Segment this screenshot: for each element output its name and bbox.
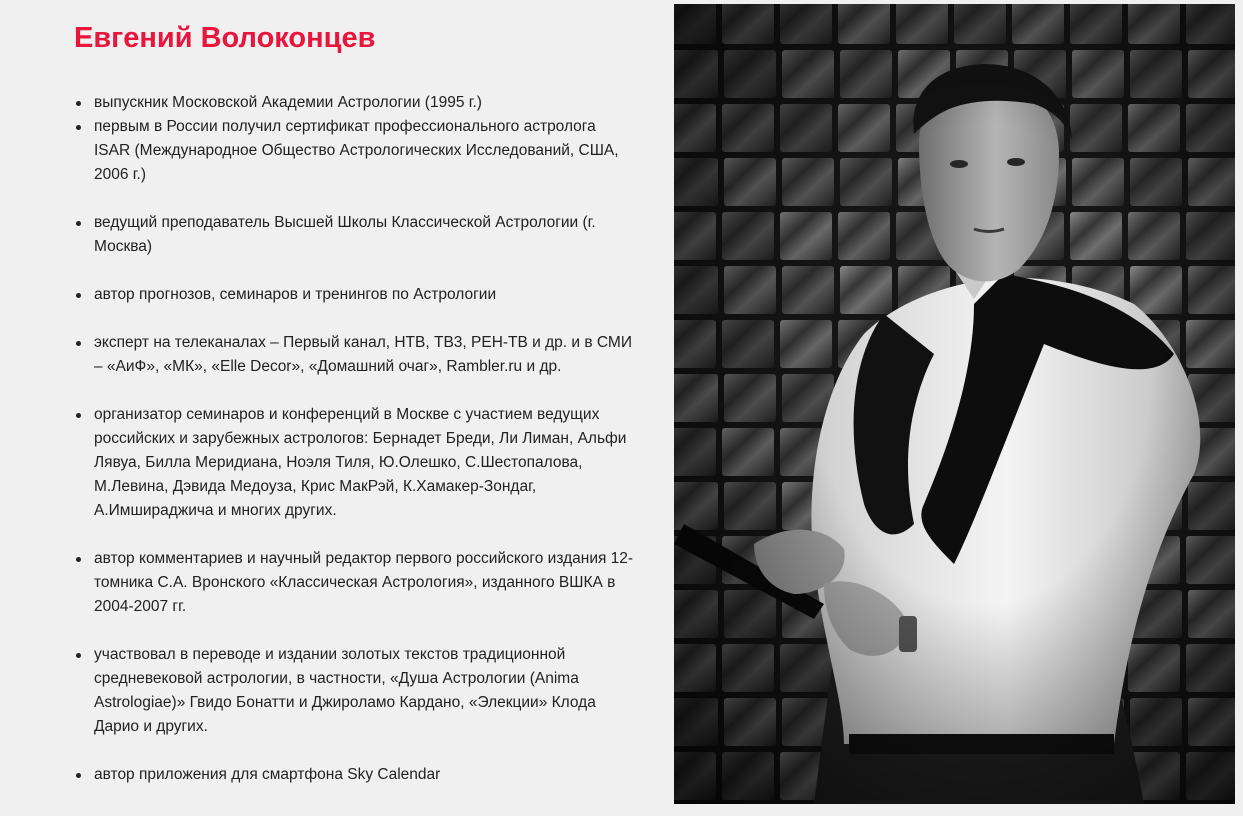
portrait-photo (674, 4, 1235, 804)
list-item (74, 211, 634, 259)
list-item-text: выпускник Московской Академии Астрологии (1995 г.) (94, 94, 482, 111)
bio-section (74, 18, 634, 787)
list-item-text: первым в России получил сертификат профессионального астролога ISAR (Международное Общество Астрологических Исследований, США, 2006 г.) (94, 118, 619, 183)
bullet-icon (76, 221, 81, 226)
portrait-illustration (674, 4, 1235, 804)
list-item (74, 331, 634, 379)
bullet-icon (76, 653, 81, 658)
list-item-text: автор комментариев и научный редактор первого российского издания 12-томника С.А. Вронского «Классическая Астрология», изданного ВШКА в 2004-2007 гг. (94, 550, 634, 615)
bullet-icon (76, 773, 81, 778)
bullet-icon (76, 557, 81, 562)
list-item (74, 403, 634, 523)
list-item-text: ведущий преподаватель Высшей Школы Классической Астрологии (г. Москва) (94, 214, 596, 255)
list-item (74, 547, 634, 619)
list-item (74, 115, 634, 187)
bullet-icon (76, 341, 81, 346)
list-item-text: эксперт на телеканалах – Первый канал, НТВ, ТВ3, РЕН-ТВ и др. и в СМИ – «АиФ», «МК», «Elle Decor», «Домашний очаг», Rambler.ru и др. (94, 334, 632, 375)
list-item (74, 283, 634, 307)
list-item-text: автор приложения для смартфона Sky Calendar (94, 766, 441, 783)
bullet-icon (76, 413, 81, 418)
list-item-text: автор прогнозов, семинаров и тренингов по Астрологии (94, 286, 497, 303)
list-item (74, 643, 634, 739)
bio-list (74, 91, 634, 787)
bullet-icon (76, 293, 81, 298)
list-item-text: участвовал в переводе и издании золотых текстов традиционной средневековой астрологии, в частности, «Душа Астрологии (Anima Astrologiae)» Гвидо Бонатти и Джироламо Кардано, «Элекции» Клода Дарио и других. (94, 646, 596, 735)
list-item (74, 91, 634, 115)
page-title: Евгений Волоконцев (74, 22, 376, 54)
photo-vignette (674, 4, 1235, 804)
bullet-icon (76, 101, 81, 106)
list-item-text: организатор семинаров и конференций в Москве с участием ведущих российских и зарубежных астрологов: Бернадет Бреди, Ли Лиман, Альфи Лявуа, Билла Меридиана, Ноэля Тиля, Ю.Олешко, С.Шестопалова, М.Левина, Дэвида Медоуза, Крис МакРэй, К.Хамакер-Зондаг, А.Имшираджича и многих других. (94, 406, 627, 519)
list-item (74, 763, 634, 787)
bullet-icon (76, 125, 81, 130)
